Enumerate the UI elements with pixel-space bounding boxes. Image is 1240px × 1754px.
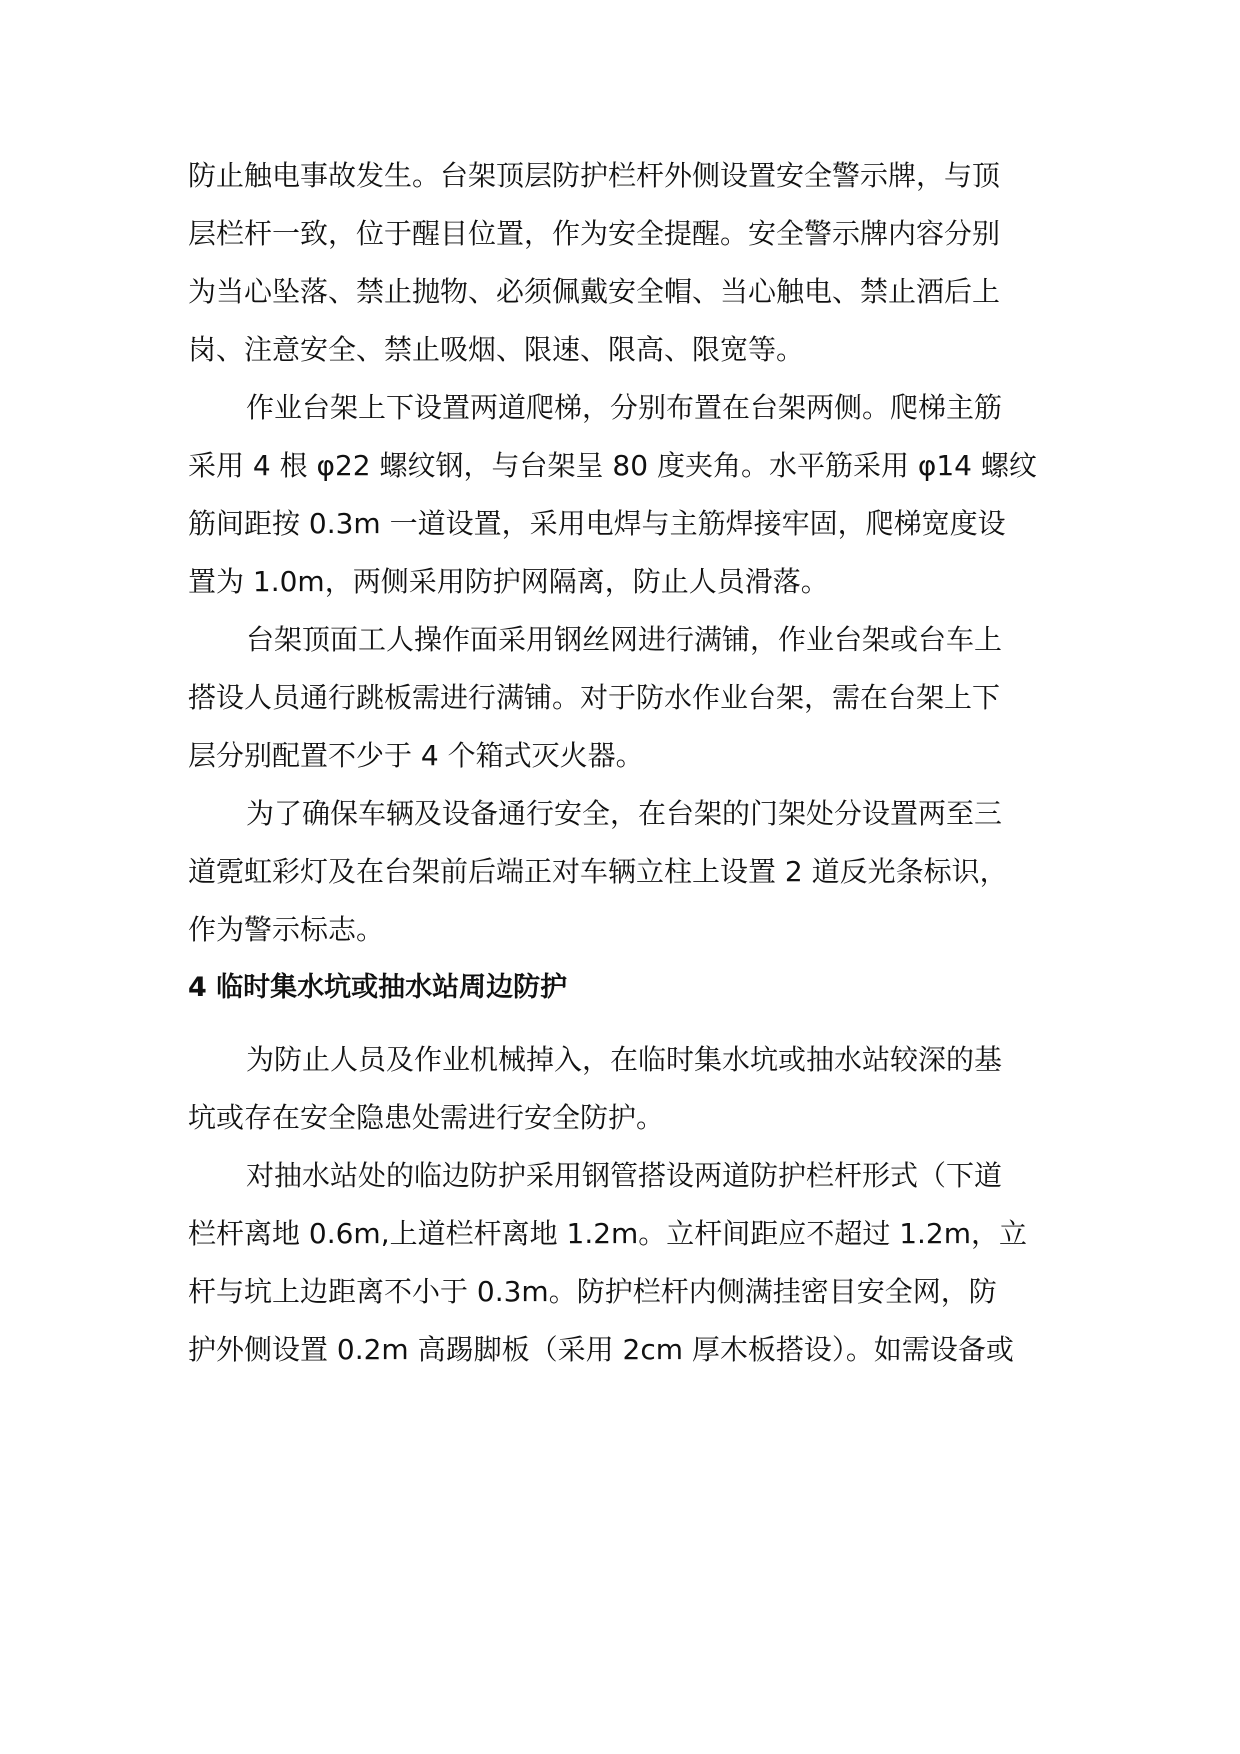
section-paragraph-2-line-4: 护外侧设置 0.2m 高踢脚板（采用 2cm 厚木板搭设）。如需设备或 [188,1333,1014,1366]
paragraph-3-line-1: 台架顶面工人操作面采用钢丝网进行满铺，作业台架或台车上 [246,623,1003,656]
paragraph-1-line-1: 防止触电事故发生。台架顶层防护栏杆外侧设置安全警示牌，与顶 [188,159,1001,192]
section-paragraph-2-line-3: 杆与坑上边距离不小于 0.3m。防护栏杆内侧满挂密目安全网，防 [188,1275,997,1308]
paragraph-3-line-2: 搭设人员通行跳板需进行满铺。对于防水作业台架，需在台架上下 [188,681,1001,714]
section-paragraph-2-line-2: 栏杆离地 0.6m,上道栏杆离地 1.2m。立杆间距应不超过 1.2m，立 [188,1217,1028,1250]
paragraph-1-line-3: 为当心坠落、禁止抛物、必须佩戴安全帽、当心触电、禁止酒后上 [188,275,1001,308]
paragraph-2-line-2: 采用 4 根 φ22 螺纹钢，与台架呈 80 度夹角。水平筋采用 φ14 螺纹 [188,449,1037,482]
section-paragraph-2-line-1: 对抽水站处的临边防护采用钢管搭设两道防护栏杆形式（下道 [246,1159,1003,1192]
section-heading: 4 临时集水坑或抽水站周边防护 [188,972,568,1003]
paragraph-2-line-1: 作业台架上下设置两道爬梯，分别布置在台架两侧。爬梯主筋 [246,391,1003,424]
section-paragraph-1-line-2: 坑或存在安全隐患处需进行安全防护。 [188,1101,665,1134]
paragraph-4-line-1: 为了确保车辆及设备通行安全，在台架的门架处分设置两至三 [246,797,1003,830]
paragraph-4-line-3: 作为警示标志。 [188,913,385,946]
paragraph-3-line-3: 层分别配置不少于 4 个箱式灭火器。 [188,739,644,772]
paragraph-2-line-3: 筋间距按 0.3m 一道设置，采用电焊与主筋焊接牢固，爬梯宽度设 [188,507,1006,540]
paragraph-1-line-2: 层栏杆一致，位于醒目位置，作为安全提醒。安全警示牌内容分别 [188,217,1001,250]
paragraph-4-line-2: 道霓虹彩灯及在台架前后端正对车辆立柱上设置 2 道反光条标识， [188,855,1008,888]
paragraph-2-line-4: 置为 1.0m，两侧采用防护网隔离，防止人员滑落。 [188,565,829,598]
section-paragraph-1-line-1: 为防止人员及作业机械掉入，在临时集水坑或抽水站较深的基 [246,1043,1003,1076]
paragraph-1-line-4: 岗、注意安全、禁止吸烟、限速、限高、限宽等。 [188,333,805,366]
